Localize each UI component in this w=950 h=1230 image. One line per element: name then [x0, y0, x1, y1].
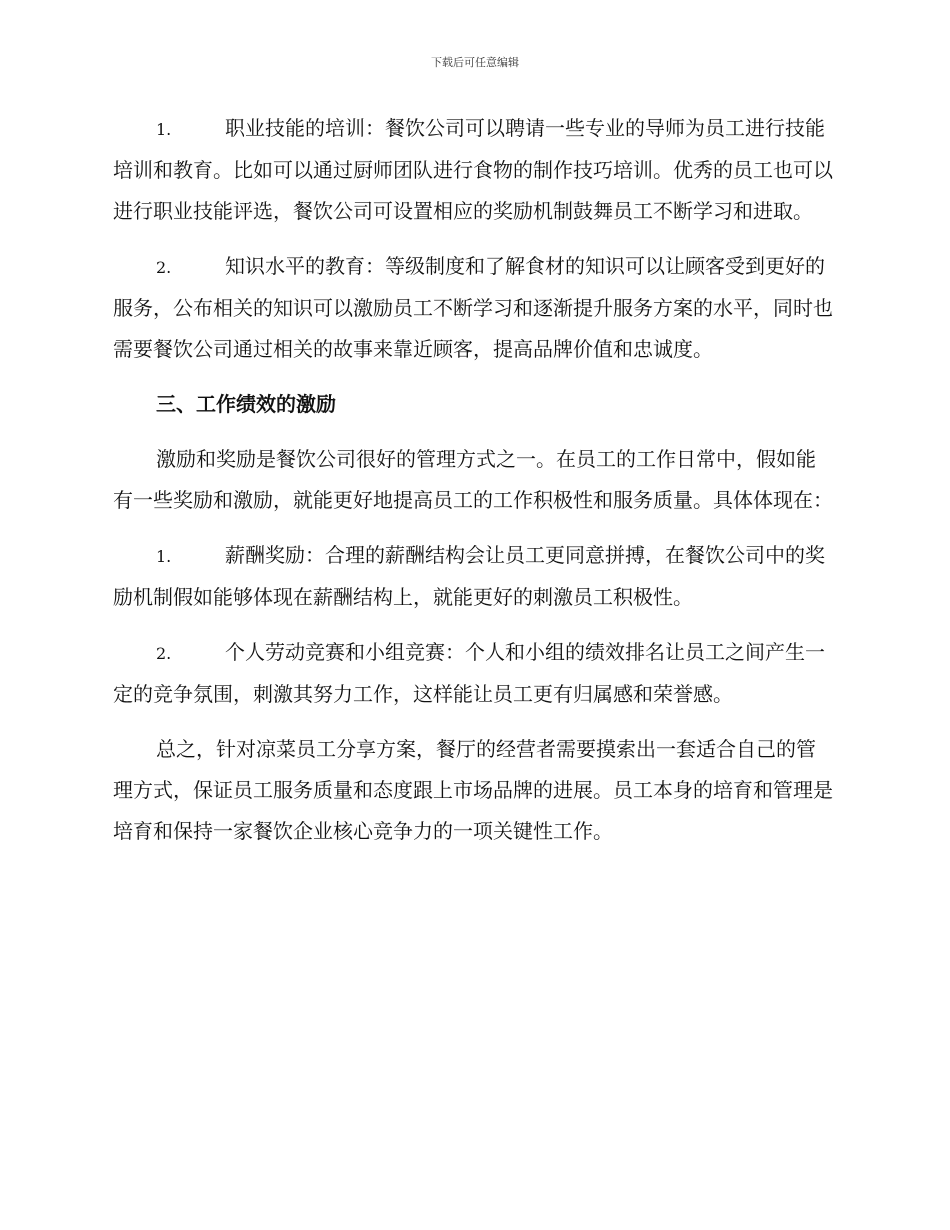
page-header: 下载后可任意编辑 — [431, 56, 519, 69]
list-text: 个人劳动竞赛和小组竞赛：个人和小组的绩效排名让员工之间产生一定的竞争氛围，刺激其努力工作，这样能让员工更有归属感和荣誉感。 — [113, 640, 825, 706]
list-item — [113, 535, 835, 618]
conclusion-paragraph: 总之，针对凉菜员工分享方案，餐厅的经营者需要摸索出一套适合自己的管理方式，保证员工服务质量和态度跟上市场品牌的进展。员工本身的培育和管理是培育和保持一家餐饮企业核心竞争力的一项关键性工作。 — [113, 737, 833, 843]
list-number: 2. — [156, 644, 172, 663]
list-item — [113, 246, 835, 370]
list-number: 2. — [156, 258, 172, 277]
list-number: 1. — [156, 120, 172, 139]
section-intro-paragraph: 激励和奖励是餐饮公司很好的管理方式之一。在员工的工作日常中，假如能有一些奖励和激励，就能更好地提高员工的工作积极性和服务质量。具体体现在： — [113, 447, 833, 512]
list-text: 职业技能的培训：餐饮公司可以聘请一些专业的导师为员工进行技能培训和教育。比如可以通过厨师团队进行食物的制作技巧培训。优秀的员工也可以进行职业技能评选，餐饮公司可设置相应的奖励机制鼓舞员工不断学习和进取。 — [113, 116, 833, 223]
list-item — [113, 108, 835, 232]
list-text: 知识水平的教育：等级制度和了解食材的知识可以让顾客受到更好的服务，公布相关的知识可以激励员工不断学习和逐渐提升服务方案的水平，同时也需要餐饮公司通过相关的故事来靠近顾客，提高品牌价值和忠诚度。 — [113, 254, 833, 361]
list-item — [113, 632, 835, 715]
section-heading: 三、工作绩效的激励 — [156, 392, 336, 416]
list-number: 1. — [156, 547, 172, 566]
document-body — [113, 108, 835, 866]
list-text: 薪酬奖励：合理的薪酬结构会让员工更同意拼搏，在餐饮公司中的奖励机制假如能够体现在薪酬结构上，就能更好的刺激员工积极性。 — [113, 543, 825, 609]
